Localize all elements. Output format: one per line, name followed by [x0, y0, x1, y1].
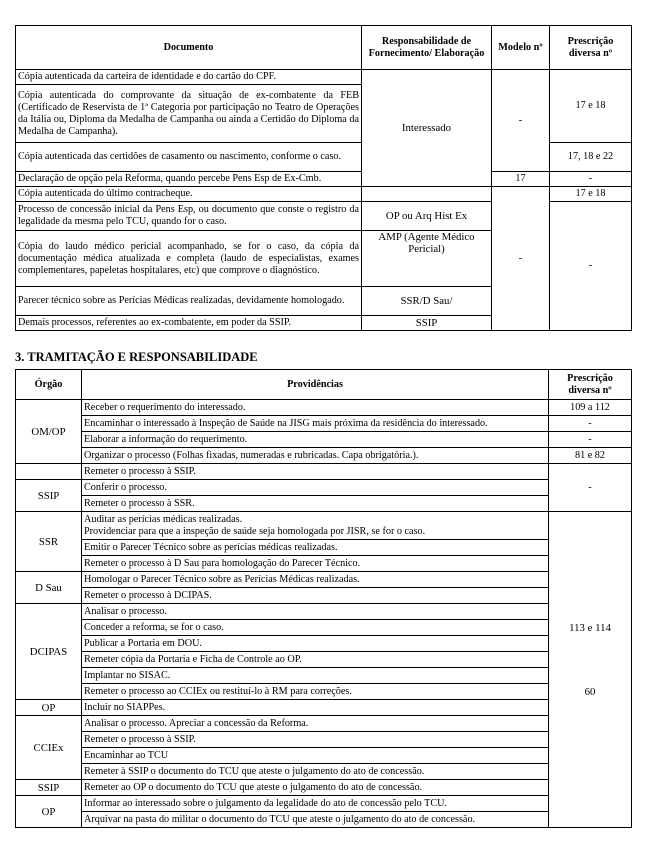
modelo-cell: - [492, 187, 550, 331]
presc-cell: 17 e 18 [550, 187, 632, 202]
tramitacao-table [15, 369, 632, 828]
orgao-cell: D Sau [16, 572, 82, 604]
col-header-responsabilidade: Responsabilidade de Fornecimento/ Elaboração [362, 26, 492, 70]
doc-row: Cópia autenticada do último contracheque. [16, 187, 362, 202]
presc-cell: - [549, 432, 632, 448]
providencia-item: Conferir o processo. [82, 480, 549, 496]
providencia-item: Emitir o Parecer Técnico sobre as perícias médicas realizadas. [82, 540, 549, 556]
orgao-cell: CCIEx [16, 716, 82, 780]
resp-interessado: Interessado [362, 70, 492, 187]
presc-cell: 109 a 112 [549, 400, 632, 416]
doc-row: Processo de concessão inicial da Pens Esp, ou documento que conste o registro da legalidade da mesma pelo TCU, quando for o caso. [16, 202, 362, 231]
resp-op-arq: OP ou Arq Hist Ex [362, 202, 492, 231]
doc-row: Declaração de opção pela Reforma, quando percebe Pens Esp de Ex-Cmb. [16, 172, 362, 187]
providencia-item: Remeter o processo à SSR. [82, 496, 549, 512]
presc-cell: - [549, 416, 632, 432]
presc-value: 60 [584, 686, 596, 698]
doc-row: Demais processos, referentes ao ex-combatente, em poder da SSIP. [16, 316, 362, 331]
col-header-modelo: Modelo nº [492, 26, 550, 70]
orgao-cell: SSR [16, 512, 82, 572]
orgao-cell: OP [16, 796, 82, 828]
providencia-item: Informar ao interessado sobre o julgamento da legalidade do ato de concessão pelo TCU. [82, 796, 549, 812]
providencia-item: Remeter o processo à SSIP. [82, 732, 549, 748]
providencia-item: Analisar o processo. [82, 604, 549, 620]
providencia-item: Incluir no SIAPPes. [82, 700, 549, 716]
presc-value: 113 e 114 [569, 622, 611, 634]
modelo-cell: - [492, 70, 550, 172]
providencia-item: Remeter à SSIP o documento do TCU que ateste o julgamento do ato de concessão. [82, 764, 549, 780]
orgao-cell-blank [16, 464, 82, 480]
providencia-line: Providenciar para que a inspeção de saúde seja homologada por JISR, se for o caso. [84, 525, 426, 537]
presc-cell: - [550, 172, 632, 187]
providencia-item: Publicar a Portaria em DOU. [82, 636, 549, 652]
presc-cell: - [550, 202, 632, 331]
resp-ssip: SSIP [362, 316, 492, 331]
providencia-item: Encaminhar o interessado à Inspeção de Saúde na JISG mais próxima da residência do interessado. [82, 416, 549, 432]
col-header-orgao: Órgão [16, 370, 82, 400]
providencia-item: Elaborar a informação do requerimento. [82, 432, 549, 448]
providencia-item: Remeter o processo ao CCIEx ou restituí-lo à RM para correções. [82, 684, 549, 700]
providencia-item: Arquivar na pasta do militar o documento do TCU que ateste o julgamento do ato de concessão. [82, 812, 549, 828]
documents-table [15, 25, 632, 331]
orgao-cell: SSIP [16, 780, 82, 796]
section-title: 3. TRAMITAÇÃO E RESPONSABILIDADE [15, 350, 258, 364]
providencia-item: Conceder a reforma, se for o caso. [82, 620, 549, 636]
doc-row: Cópia autenticada do comprovante da situação de ex-combatente da FEB (Certificado de Reservista de 1ª Categoria por participação no Teatro de Operações da Itália ou, Diploma da Medalha de Campanha ou ainda a Certidão do Diploma da Medalha de Campanha). [16, 85, 362, 143]
orgao-cell: SSIP [16, 480, 82, 512]
providencia-item: Organizar o processo (Folhas fixadas, numeradas e rubricadas. Capa obrigatória.). [82, 448, 549, 464]
resp-ssr-dsau: SSR/D Sau/ [362, 287, 492, 316]
presc-cell: - [549, 464, 632, 512]
providencia-item: Receber o requerimento do interessado. [82, 400, 549, 416]
doc-row: Cópia autenticada da carteira de identidade e do cartão do CPF. [16, 70, 362, 85]
doc-row: Parecer técnico sobre as Perícias Médicas realizadas, devidamente homologado. [16, 287, 362, 316]
providencia-item: Remeter o processo à DCIPAS. [82, 588, 549, 604]
providencia-item: Remeter ao OP o documento do TCU que ateste o julgamento do ato de concessão. [82, 780, 549, 796]
orgao-cell: DCIPAS [16, 604, 82, 700]
presc-cell: 17 e 18 [550, 70, 632, 143]
providencia-item: Remeter o processo à D Sau para homologação do Parecer Técnico. [82, 556, 549, 572]
modelo-cell: 17 [492, 172, 550, 187]
orgao-cell: OM/OP [16, 400, 82, 464]
providencia-line: Auditar as perícias médicas realizadas. [84, 513, 243, 525]
presc-cell: 17, 18 e 22 [550, 143, 632, 172]
col-header-providencias: Providências [82, 370, 549, 400]
resp-empty [362, 187, 492, 202]
doc-row: Cópia do laudo médico pericial acompanhado, se for o caso, da cópia da documentação médica atualizada e completa (laudo de especialistas, exames complementares, papeletas hospitalares, etc) que comprove o diagnóstico. [16, 231, 362, 287]
providencia-item: Homologar o Parecer Técnico sobre as Perícias Médicas realizadas. [82, 572, 549, 588]
col-header-prescricao: Prescrição diversa nº [549, 370, 632, 400]
providencia-item: Implantar no SISAC. [82, 668, 549, 684]
resp-amp: AMP (Agente Médico Pericial) [362, 231, 492, 287]
doc-row: Cópia autenticada das certidões de casamento ou nascimento, conforme o caso. [16, 143, 362, 172]
providencia-item: Encaminhar ao TCU [82, 748, 549, 764]
col-header-prescricao: Prescrição diversa nº [550, 26, 632, 70]
providencia-item: Remeter o processo à SSIP. [82, 464, 549, 480]
orgao-cell: OP [16, 700, 82, 716]
providencia-item [82, 512, 549, 540]
presc-cell-merged [549, 512, 632, 828]
providencia-item: Analisar o processo. Apreciar a concessão da Reforma. [82, 716, 549, 732]
providencia-item: Remeter cópia da Portaria e Ficha de Controle ao OP. [82, 652, 549, 668]
presc-cell: 81 e 82 [549, 448, 632, 464]
col-header-documento: Documento [16, 26, 362, 70]
